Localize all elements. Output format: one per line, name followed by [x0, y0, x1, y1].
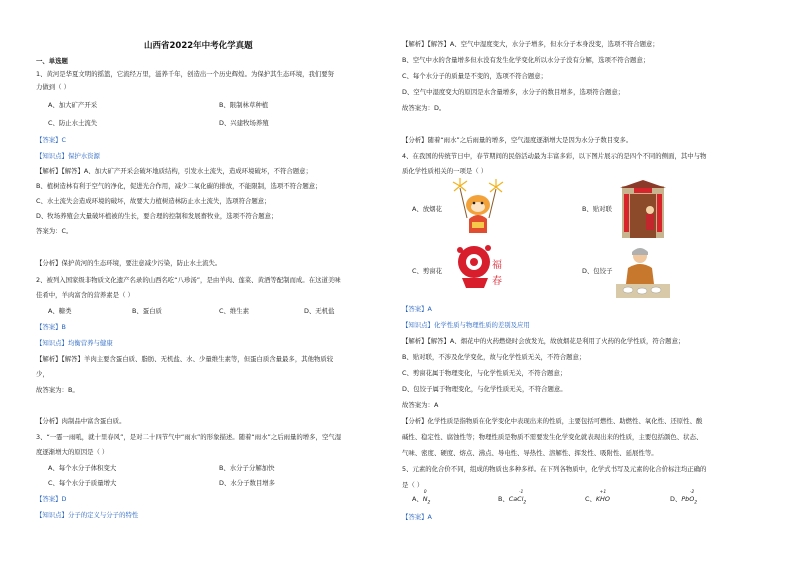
q2-option-d: D、无机盐 — [304, 307, 335, 315]
q2-knowledge-point: 【知识点】均衡营养与健康 — [36, 339, 113, 347]
q5-option-a-formula: N — [422, 495, 428, 503]
q3-final-answer: 故答案为：D。 — [402, 104, 446, 112]
q1-option-a: A、加大矿产开采 — [48, 101, 98, 109]
q5-option-b-formula: CaCl — [508, 495, 524, 503]
q3-analysis: 【分析】随着“雨水”之后雨量的增多，空气湿度逐渐增大是因为水分子数目变多。 — [402, 136, 633, 144]
q3-option-c: C、每个水分子质量增大 — [48, 479, 117, 487]
q4-option-c: C、剪窗花 — [412, 267, 443, 275]
q3-stem-line2: 度逐渐增大的原因是（ ） — [36, 448, 109, 456]
q5-option-c-prefix: C、 — [585, 495, 596, 503]
paper-cut-image — [454, 238, 506, 300]
q5-option-d-formula: PbO — [681, 495, 695, 503]
q3-option-b: B、水分子分解加快 — [219, 464, 275, 472]
q4-answer: 【答案】A — [402, 305, 432, 313]
q1-stem-line1: 1、黄河是华夏文明的摇篮，它流经万里，滋养千年，创造出一个历史辉煌。为保护其生态环境，我们要努 — [36, 70, 335, 78]
q5-option-d-subscript: 2 — [694, 500, 698, 506]
q1-answer: 【答案】C — [36, 136, 67, 144]
q4-analysis-1: 【分析】化学性质是指物质在化学变化中表现出来的性质，主要包括可燃性、助燃性、氧化性、还原性、酸 — [402, 417, 703, 425]
q4-explanation-4: D、包饺子属于物理变化，与化学性质无关，不符合题意。 — [402, 385, 567, 393]
q1-explanation-4: D、牧场养殖会大量破坏植被的生长，要合理的控制和发展畜牧业，选项不符合题意； — [36, 212, 278, 220]
q1-knowledge-point: 【知识点】保护水资源 — [36, 152, 100, 160]
q5-option-c — [585, 490, 610, 504]
fireworks-tiger-image — [450, 178, 506, 238]
q3-explanation-2: B、空气中水的含量增多但水没有发生化学变化所以水分子没有分解，选项不符合题意； — [402, 56, 650, 64]
q1-explanation-1: 【解析】【解答】A、加大矿产开采会破坏地质结构，引发水土流失，造成环境破坏，不符合题意； — [36, 167, 312, 175]
q5-option-d-valence: -2 — [689, 490, 695, 495]
q5-option-a-valence: 0 — [423, 490, 427, 495]
q1-option-b: B、限制林草种植 — [219, 101, 269, 109]
q4-option-d: D、包饺子 — [582, 267, 613, 275]
q1-explanation-2: B、植树造林有利于空气的净化，促进光合作用，减少二氧化碳的排放，不能限制，选项不符合题意； — [36, 182, 322, 190]
q1-option-c: C、防止水土流失 — [48, 119, 98, 127]
q1-final-answer: 答案为：C。 — [36, 227, 73, 235]
q4-analysis-2: 碱性、稳定性、腐蚀性等；物理性质是物质不需要发生化学变化就表现出来的性质，主要包括颜色、状态、 — [402, 433, 703, 441]
page-title: 山西省2022年中考化学真题 — [144, 41, 253, 51]
dumplings-image — [616, 246, 670, 298]
q2-option-a: A、糖类 — [48, 307, 72, 315]
q5-option-b — [498, 490, 527, 506]
q3-stem-line1: 3、“一霎一雨吼，就十里春风”，是对二十四节气中“雨水”的形象描述。随着“雨水”之后雨量的增多，空气湿 — [36, 433, 342, 441]
svg-text:春: 春 — [492, 276, 502, 287]
q4-option-a: A、放烟花 — [412, 205, 442, 213]
q4-analysis-3: 气味、密度、硬度、熔点、沸点、导电性、导热性、溶解性、挥发性、吸附性、延展性等。 — [402, 449, 658, 457]
q3-option-d: D、水分子数目增多 — [219, 479, 276, 487]
q5-option-b-valence: -1 — [518, 490, 524, 495]
q3-explanation-4: D、空气中湿度变大的原因是水含量增多，水分子的数目增多，选项符合题意； — [402, 88, 625, 96]
q4-stem-line2: 质化学性质相关的一项是（ ） — [402, 167, 488, 175]
q4-explanation-2: B、贴对联，不涉及化学变化，故与化学性质无关，不符合题意； — [402, 353, 586, 361]
q3-explanation-1: 【解析】【解答】A、空气中湿度变大，水分子增多，但水分子本身没变，选项不符合题意； — [402, 40, 659, 48]
q5-option-d — [670, 490, 698, 506]
q5-option-a-prefix: A、 — [412, 495, 423, 503]
q4-final-answer: 故答案为：A — [402, 401, 439, 409]
q2-explanation-2: 少， — [36, 370, 49, 378]
q4-knowledge-point: 【知识点】化学性质与物理性质的差别及应用 — [402, 321, 530, 329]
svg-text:福: 福 — [492, 260, 502, 271]
q5-option-a — [412, 490, 431, 506]
q5-answer: 【答案】A — [402, 513, 432, 521]
q4-stem-line1: 4、在我国的传统节日中，春节期间的民俗活动最为丰富多彩，以下图片展示的是四个不同的侧面，其中与物 — [402, 152, 707, 160]
q2-analysis: 【分析】肉制品中富含蛋白质。 — [36, 417, 126, 425]
q2-stem-line1: 2、被列入国家级非物质文化遗产名录的山西名吃“八珍汤”，是由羊肉、莲菜、黄酒等配制而成。在这道美味 — [36, 276, 341, 284]
q5-stem-line1: 5、元素的化合价不同，组成的物质也多种多样。在下列各物质中，化学式书写及元素的化合价标注均正确的 — [402, 465, 707, 473]
q2-stem-line2: 佳肴中，羊肉富含的营养素是（ ） — [36, 291, 134, 299]
q5-option-c-formula: KHO — [595, 495, 610, 503]
q5-option-d-prefix: D、 — [670, 495, 682, 503]
q1-explanation-3: C、水土流失会造成环境的破坏，故要大力植树造林防止水土流失，选项符合题意； — [36, 197, 271, 205]
q3-knowledge-point: 【知识点】分子的定义与分子的特性 — [36, 511, 139, 519]
section-heading: 一、单选题 — [36, 57, 68, 65]
q4-option-b: B、贴对联 — [582, 205, 612, 213]
door-couplets-image — [620, 180, 666, 238]
q5-option-a-subscript: 2 — [427, 500, 431, 506]
q2-option-c: C、维生素 — [219, 307, 250, 315]
q1-analysis: 【分析】保护黄河的生态环境，要注意减少污染，防止水土流失。 — [36, 259, 222, 267]
q5-option-c-valence: +1 — [599, 490, 607, 495]
q4-explanation-1: 【解析】【解答】A、烟花中的火药燃烧时会放发光，故放烟花是利用了火药的化学性质，符合题意； — [402, 337, 685, 345]
q2-final-answer: 故答案为：B。 — [36, 386, 79, 394]
q1-stem-line2: 力做到（ ） — [36, 83, 70, 91]
q5-option-b-subscript: 2 — [523, 500, 527, 506]
q3-explanation-3: C、每个水分子的质量是不变的，选项不符合题意； — [402, 72, 548, 80]
q5-option-b-prefix: B、 — [498, 495, 509, 503]
q3-answer: 【答案】D — [36, 495, 67, 503]
q1-option-d: D、兴建牧场养殖 — [219, 119, 269, 127]
q4-explanation-3: C、剪窗花属于物理变化，与化学性质无关，不符合题意； — [402, 369, 567, 377]
q2-option-b: B、蛋白质 — [132, 307, 162, 315]
q5-stem-line2: 是（ ） — [402, 481, 424, 489]
q2-answer: 【答案】B — [36, 323, 66, 331]
q2-explanation-1: 【解析】【解答】羊肉主要含蛋白质、脂肪、无机盐、水、少量维生素等，但蛋白质含量最多，其他物质较 — [36, 355, 334, 363]
q3-option-a: A、每个水分子体积变大 — [48, 464, 117, 472]
